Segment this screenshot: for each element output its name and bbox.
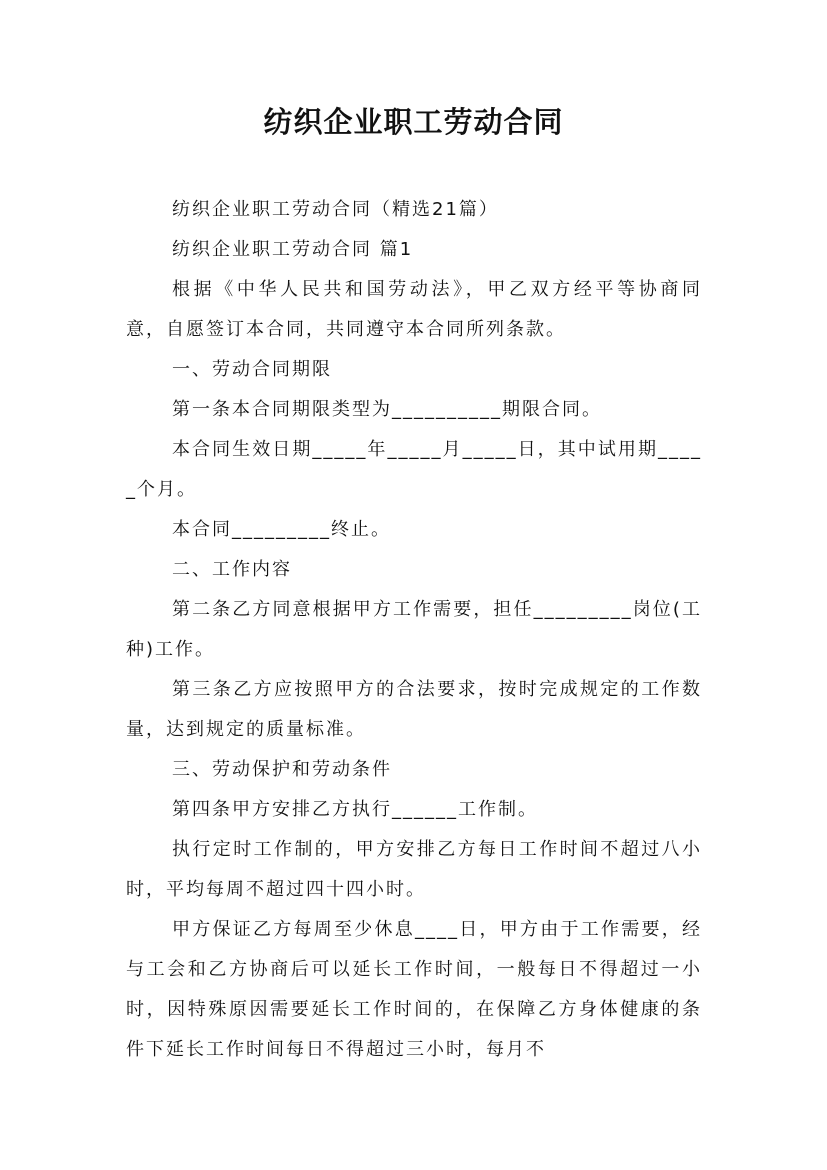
body-paragraph: 甲方保证乙方每周至少休息____日，甲方由于工作需要，经与工会和乙方协商后可以延长工作时间，一般每日不得超过一小时，因特殊原因需要延长工作时间的，在保障乙方身体健康的条件下延长工作时间每日不得超过三小时，每月不 <box>126 919 702 1060</box>
document-title: 纺织企业职工劳动合同 <box>263 105 564 139</box>
section-heading-paragraph: 纺织企业职工劳动合同 篇1 <box>172 239 414 260</box>
chapter-heading: 三、劳动保护和劳动条件 <box>172 759 392 780</box>
chapter-heading: 二、工作内容 <box>172 559 292 580</box>
body-paragraph: 第一条本合同期限类型为__________期限合同。 <box>172 399 602 420</box>
body-paragraph: 第三条乙方应按照甲方的合法要求，按时完成规定的工作数量，达到规定的质量标准。 <box>126 679 702 740</box>
document-body <box>126 190 702 1070</box>
chapter-heading: 一、劳动合同期限 <box>172 359 332 380</box>
subtitle-paragraph: 纺织企业职工劳动合同（精选21篇） <box>172 199 499 220</box>
body-paragraph: 根据《中华人民共和国劳动法》，甲乙双方经平等协商同意，自愿签订本合同，共同遵守本合同所列条款。 <box>126 279 702 340</box>
body-paragraph: 本合同_________终止。 <box>172 519 391 540</box>
body-paragraph: 第四条甲方安排乙方执行______工作制。 <box>172 799 538 820</box>
body-paragraph: 执行定时工作制的，甲方安排乙方每日工作时间不超过八小时，平均每周不超过四十四小时。 <box>126 839 702 900</box>
body-paragraph: 本合同生效日期_____年_____月_____日，其中试用期_____个月。 <box>126 439 702 500</box>
body-paragraph: 第二条乙方同意根据甲方工作需要，担任_________岗位(工种)工作。 <box>126 599 702 660</box>
